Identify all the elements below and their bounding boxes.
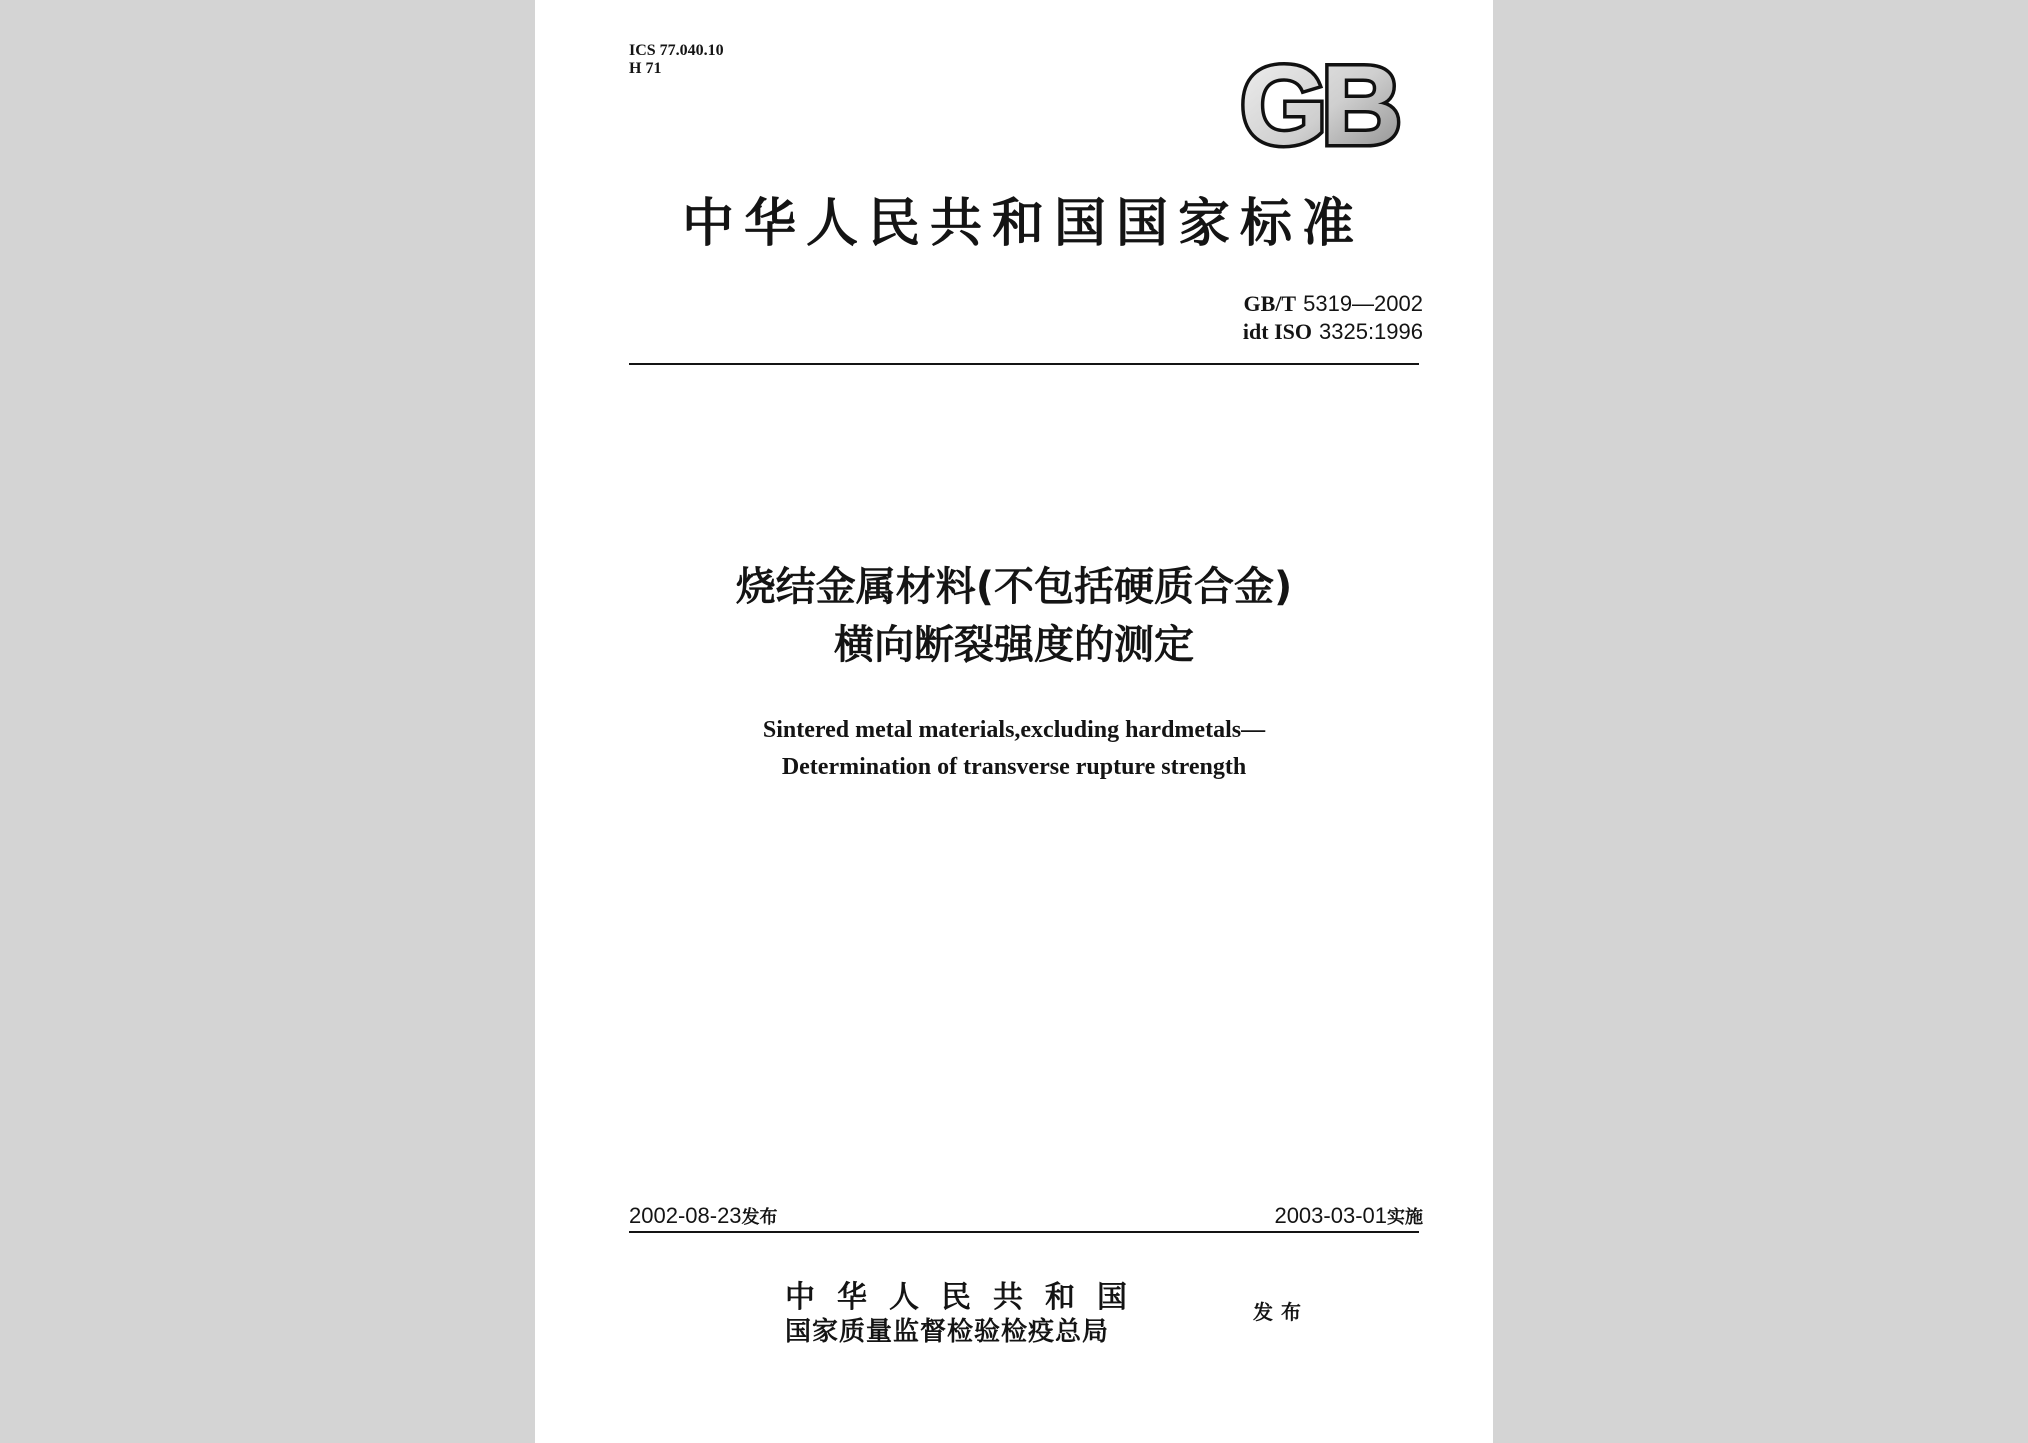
ics-code: ICS 77.040.10 bbox=[629, 42, 724, 59]
classification-codes bbox=[629, 42, 724, 78]
issuer-action: 发布 bbox=[1253, 1300, 1309, 1324]
english-title bbox=[535, 712, 1493, 786]
issue-date bbox=[629, 1203, 778, 1231]
ccs-code: H 71 bbox=[629, 60, 662, 77]
svg-text:GB: GB bbox=[1240, 56, 1396, 156]
english-title-line-1: Sintered metal materials,excluding hardmetals— bbox=[762, 717, 1266, 743]
equivalent-standard: idt ISO 3325:1996 bbox=[1242, 319, 1423, 344]
header-divider bbox=[629, 363, 1419, 365]
standard-category-title: 中华人民共和国国家标准 bbox=[681, 193, 1364, 254]
standard-number: GB/T 5319—2002 bbox=[1243, 291, 1423, 316]
issuer-country: 中华人民共和国 bbox=[785, 1280, 1149, 1315]
issue-date-label: 发布 bbox=[741, 1207, 778, 1228]
chinese-title-line-1: 烧结金属材料(不包括硬质合金) bbox=[735, 564, 1293, 610]
gb-logo bbox=[1224, 56, 1412, 156]
chinese-title bbox=[535, 558, 1493, 674]
chinese-title-line-2: 横向断裂强度的测定 bbox=[834, 622, 1194, 668]
standard-number-block bbox=[1243, 290, 1423, 346]
effective-date-value: 2003-03-01 bbox=[1274, 1203, 1387, 1228]
document-page bbox=[535, 0, 1493, 1443]
footer-divider bbox=[629, 1231, 1419, 1233]
english-title-line-2: Determination of transverse rupture strength bbox=[781, 754, 1247, 780]
issuer-agency: 国家质量监督检验检疫总局 bbox=[785, 1317, 1110, 1347]
effective-date bbox=[1274, 1203, 1423, 1231]
issue-date-value: 2002-08-23 bbox=[629, 1203, 742, 1228]
effective-date-label: 实施 bbox=[1387, 1207, 1423, 1228]
